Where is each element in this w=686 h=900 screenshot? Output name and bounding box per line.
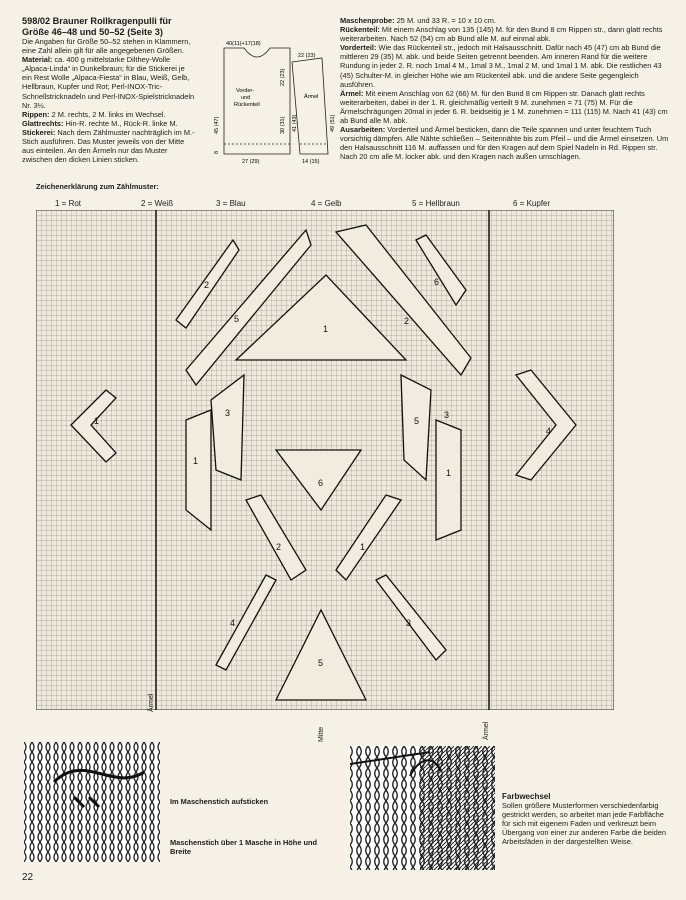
num-g6: 6 [434,277,440,287]
num-a2: 1 [94,416,100,426]
body-label-2: und [241,95,251,101]
article-left-column [22,16,196,164]
intro-text: Die Angaben für Größe 50–52 stehen in Klammern, eine Zahl allein gilt für alle angegebenen Größen. [22,37,191,56]
num-f5: 5 [414,416,420,426]
legend-item-5: 5 = Hellbraun [412,199,460,208]
num-c1: 1 [193,456,199,466]
colour-change-text-block [502,792,674,846]
aermel-paragraph: Ärmel: Mit einem Anschlag von 62 (66) M. für den Bund 8 cm Rippen str. Danach glatt rechts weiterarbeiten, dabei in der 1. R. gleichmäßig verteilt 9 M. zunehmen = 71 (75) M. Für die Ärmelschrägungen 20mal in jeder 6. R. beidseitig je 1 M. zunehmen = 111 (115) M. Nach 41 (43) cm ab Bund alle M. abk. [340,88,668,126]
num-b5: 5 [234,314,240,324]
glatt-paragraph: Glattrechts: Hin-R. rechte M., Rück-R. linke M. [22,118,178,128]
dim-sleeve-width: 14 (15) [302,159,320,165]
dim-left: 45 (47) [214,116,220,134]
num-a1: 1 [323,324,329,334]
label-aermel-right: Ärmel [483,721,490,740]
label-aermel-left: Ärmel [148,693,155,712]
legend-item-6: 6 = Kupfer [513,199,551,208]
dim-right: 49 (51) [330,114,336,132]
num-d6: 6 [318,478,324,488]
instructions-column [340,16,670,162]
material-paragraph: Material: ca. 400 g mittelstarke Dilthey-Wolle „Alpaca-Linda“ in Dunkelbraun; für die Stickerei je ein Rest Wolle „Alpaca-Fiesta“ in Blau, Weiß, Gelb, Hellbraun, Kupfer und Rot; Perl-INOX-Tric-Schnellstricknadeln und Perl-INOX-Spielstricknadeln Nr. 3½. [22,55,195,110]
stitch-figure [24,742,160,862]
colour-change-text: Sollen größere Musterformen verschiedenfarbig gestrickt werden, so arbeitet man jede Farbfläche für sich mit eigenem Faden und verkreuzt beim Übergang von einer zur anderen Farbe die beiden Arbeitsfäden in der dargestellten Weise. [502,801,666,846]
caption-2: Maschenstich über 1 Masche in Höhe und Breite [170,838,318,856]
legend-item-3: 3 = Blau [216,199,246,208]
dim-body-width: 27 (29) [242,159,260,165]
counting-chart [36,210,614,710]
sleeve-outline [292,58,328,154]
num-b2: 2 [204,280,210,290]
num-f1: 1 [446,468,452,478]
num-c3: 3 [225,408,231,418]
ausarb-paragraph: Ausarbeiten: Vorderteil und Ärmel besticken, dann die Teile spannen und unter feuchtem Tuch vorsichtig dämpfen. Alle Nähte schließen – Seitennähte bis zum Pfeil – und die Ärmel einsetzen. Um den Halsausschnitt 116 M. auffassen und für den Kragen auf dem Spiel Nadeln in Rd. Rippen str. Nach 20 cm alle M. locker abk. und den Kragen nach außen umschlagen. [340,125,669,162]
stickerei-paragraph: Stickerei: Nach dem Zählmuster nachträglich im M.-Stich ausführen. Das Muster jeweils von der Mitte aus einteilen. An den Ärmeln nur das Muster zwischen den dicken Linien sticken. [22,127,195,165]
dim-left-b: 8 [214,150,220,154]
num-e3: 3 [406,618,412,628]
legend-item-1: 1 = Rot [55,199,82,208]
caption-1: Im Maschenstich aufsticken [170,797,269,806]
colour-change-figure [350,746,495,870]
legend-heading: Zeichenerklärung zum Zählmuster: [36,182,159,191]
num-f3: 3 [444,410,450,420]
left-colour-area [350,746,420,870]
num-e5: 5 [318,658,324,668]
dim-mid: 22 (23) [280,68,286,86]
dim-mid2: 30 (31) [280,116,286,134]
schematic-diagram [200,36,338,166]
body-label-1: Vorder- [236,88,255,94]
motif-c1 [186,410,211,530]
dim-top: 40(11)+17(18) [226,41,261,47]
dim-sleeve-h: 41 (43) [292,114,298,132]
probe-paragraph: Maschenprobe: 25 M. und 33 R. = 10 x 10 cm. [340,16,496,25]
num-d2: 2 [276,542,282,552]
label-mitte: Mitte [318,726,325,742]
vorder-paragraph: Vorderteil: Wie das Rückenteil str., jedoch mit Halsausschnitt. Dafür nach 45 (47) cm ab Bund die mittleren 29 (35) M. abk. und beide Seiten getrennt beenden. Am inneren Rand für die weitere Rundung in jeder 2. R. noch 1mal 4 M., 1mal 3 M., 1mal 2 M. und 1mal 1 M. abk. Die restlichen 43 (45) Schulter-M. in gleicher Höhe wie am Rückenteil abk. und die andere Seite gegengleich ausführen. [340,43,662,89]
legend-item-4: 4 = Gelb [311,199,342,208]
body-outline [224,48,290,154]
motif-f1 [436,420,461,540]
num-h4: 4 [546,426,552,436]
article-title: 598/02 Brauner Rollkragenpulli für Größe 46–48 und 50–52 (Seite 3) [22,16,172,37]
ruecken-paragraph: Rückenteil: Mit einem Anschlag von 135 (145) M. für den Bund 8 cm Rippen str., dann glatt rechts weiterarbeiten. Nach 52 (54) cm ab Bund alle M. auf einmal abk. [340,25,663,44]
dim-sleeve-top: 22 (23) [298,53,316,59]
colour-change-title: Farbwechsel [502,792,551,801]
sleeve-label: Ärmel [304,94,319,100]
num-d1: 1 [360,542,366,552]
rippen-paragraph: Rippen: 2 M. rechts, 2 M. links im Wechsel. [22,109,166,119]
legend-item-2: 2 = Weiß [141,199,174,208]
num-e4: 4 [230,618,236,628]
body-label-3: Rückenteil [234,102,260,108]
page-number: 22 [22,872,34,883]
num-g2: 2 [404,316,410,326]
